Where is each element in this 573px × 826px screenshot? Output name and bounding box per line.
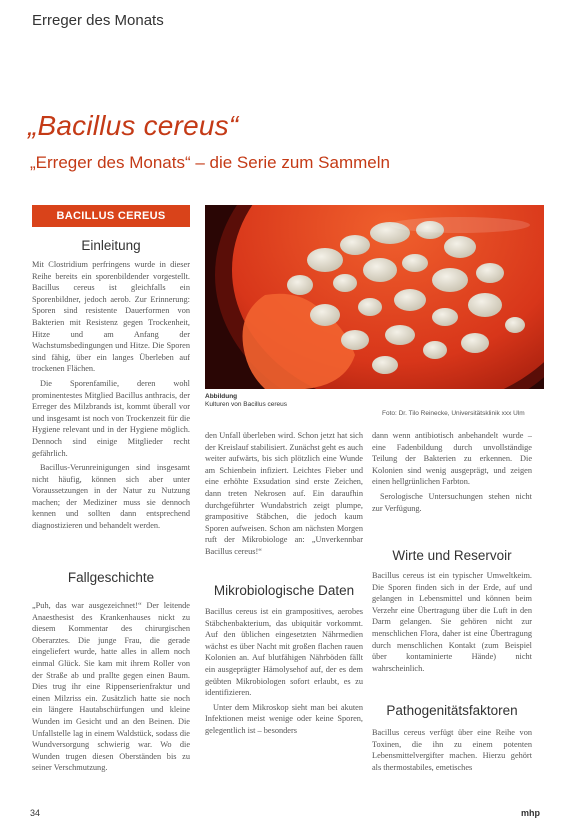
paragraph: Die Sporenfamilie, deren wohl prominentestes Mitglied Bacillus anthracis, der Erreger des Milzbrands ist, kommt überall vor und insgesamt ist noch von Trockenzeit für die Hygiene relevant und in der Hygiene möglich. Dennoch sind einige Mitglieder recht gefährlich. — [32, 378, 190, 458]
text-pathogen — [372, 727, 532, 801]
article-title: „Bacillus cereus“ — [28, 110, 239, 141]
topic-badge: BACILLUS CEREUS — [32, 205, 190, 227]
caption-label: Abbildung — [205, 393, 238, 400]
paragraph: Mit Clostridium perfringens wurde in dieser Reihe bereits ein sporenbildender vorgestellt. Bacillus cereus ist gleichfalls ein Sporenbildner, jedoch aerob. Zur Erinnerung: Sporen sind resistente Dauerformen von Bakterien mit Resistenz gegen Trockenheit, Hitze und am Anfang der Wachstumsbedingungen und Hitze. Die Sporen sind fähig, über ein langes Überleben auf trockenen Flächen. — [32, 260, 190, 374]
text-mikrobiologie — [205, 606, 363, 801]
paragraph: den Unfall überleben wird. Schon jetzt hat sich der Kreislauf stabilisiert. Zunächst geht es auch weiter aufwärts, bis sich plötzlich eine Wunde am Schienbein infiziert. Leichtes Fieber und eine erhöhte Exsudation sind erste Zeichen, dann treten Nekrosen auf. Ein daraufhin durchgeführter Wundabstrich zeigt plumpe, grampositive Stäbchen, die jedoch kaum Sporen aufweisen. Schon am nächsten Morgen ruft der Mikrobiologe an: „Unverkennbar Bacillus cereus!“ — [205, 431, 363, 556]
heading-wirte: Wirte und Reservoir — [392, 548, 512, 563]
text-einleitung — [32, 259, 190, 561]
caption-text: Kulturen von Bacillus cereus — [205, 401, 288, 408]
paragraph: Bacillus cereus ist ein grampositives, aerobes Stäbchenbakterium, das ubiquitär vorkommt. Auf den üblichen eingesetzten Nährmedien wächst es über Nacht mit großen flachen rauen Kolonien an. Auf blutfähigen Nährböden fällt ein ausgeprägter Hämolysehof auf, der es dem geübten Mikrobiologen sofort erlaubt, es zu identifizieren. — [205, 607, 363, 698]
figure-caption — [205, 393, 287, 409]
text-mikrobiologie-cont — [372, 430, 532, 534]
text-fallgeschichte-cont — [205, 430, 363, 574]
publisher-logo: mhp — [521, 808, 540, 818]
photo-credit: Foto: Dr. Tilo Reinecke, Universitätsklinik xxx Ulm — [382, 410, 525, 417]
paragraph: Bacillus cereus verfügt über eine Reihe von Toxinen, die ihn zu einem potenten Lebensmittelvergifter machen. Hierzu gehört als thermostabiles, emetisches — [372, 728, 532, 772]
paragraph: dann wenn antibiotisch anbehandelt wurde – eine Fadenbildung durch unvollständige Teilung der Bakterien zu erkennen. Die Kolonien sind wenig ausgeprägt, und zeigen einen hellgrünlichen Farbton. — [372, 431, 532, 487]
article-subtitle: „Erreger des Monats“ – die Serie zum Sammeln — [30, 153, 390, 172]
heading-pathogen: Pathogenitätsfaktoren — [386, 703, 518, 718]
paragraph: „Puh, das war ausgezeichnet!“ Der leitende Anaesthesist des Krankenhauses nickt zu diesem Kommentar des chirurgischen Oberarztes. Die junge Frau, die gerade eingeliefert wurde, hatte alles in allem noch einmal Glück. Sie kam mit ihrem Roller von der Straße ab und prallte gegen einen Baum. Dies trug ihr eine Rippenserienfraktur und einen Milzriss ein. Zusätzlich hatte sie noch ein längere Hautabschürfungen und kleine Wunden im Gesicht und an den Beinen. Die Unfallstelle lag in einem Waldstück, sodass die Wundversorgung schwierig war. Wo die Wunden trugen diesen Oberständen bis zu seiner Verschmutzung. — [32, 601, 190, 773]
page-number: 34 — [30, 808, 41, 818]
paragraph: Bacillus-Verunreinigungen sind insgesamt nicht häufig, können sich aber unter Voraussetzungen in der Natur zu Nutzung machen; der Mediziner muss sie dennoch kennen und sollten dann entsprechend diagnostizieren und behandelt werden. — [32, 463, 190, 531]
bacteria-culture-photo — [205, 205, 544, 389]
paragraph: Unter dem Mikroskop sieht man bei akuten Infektionen meist wenige oder keine Sporen, gelegentlich ist – besonders — [205, 702, 363, 735]
running-header: Erreger des Monats — [32, 12, 164, 29]
paragraph: Bacillus cereus ist ein typischer Umweltkeim. Die Sporen finden sich in der Erde, auf und gelangen in Lebensmittel und können beim Verzehr eine Übertragung über die Luft in den Darm gelangen. Sie gehören nicht zur menschlichen Flora, daher ist eine Übertragung durch menschlichen Kontakt (zum Beispiel über kontaminierte Hände) nicht wahrscheinlich. — [372, 571, 532, 673]
heading-fallgeschichte: Fallgeschichte — [67, 570, 155, 585]
heading-mikrobiologie: Mikrobiologische Daten — [213, 583, 355, 598]
heading-einleitung: Einleitung — [81, 238, 141, 253]
text-fallgeschichte — [32, 600, 190, 795]
petri-dish-illustration — [205, 205, 544, 389]
paragraph: Serologische Untersuchungen stehen nicht zur Verfügung. — [372, 491, 532, 513]
text-wirte — [372, 570, 532, 680]
